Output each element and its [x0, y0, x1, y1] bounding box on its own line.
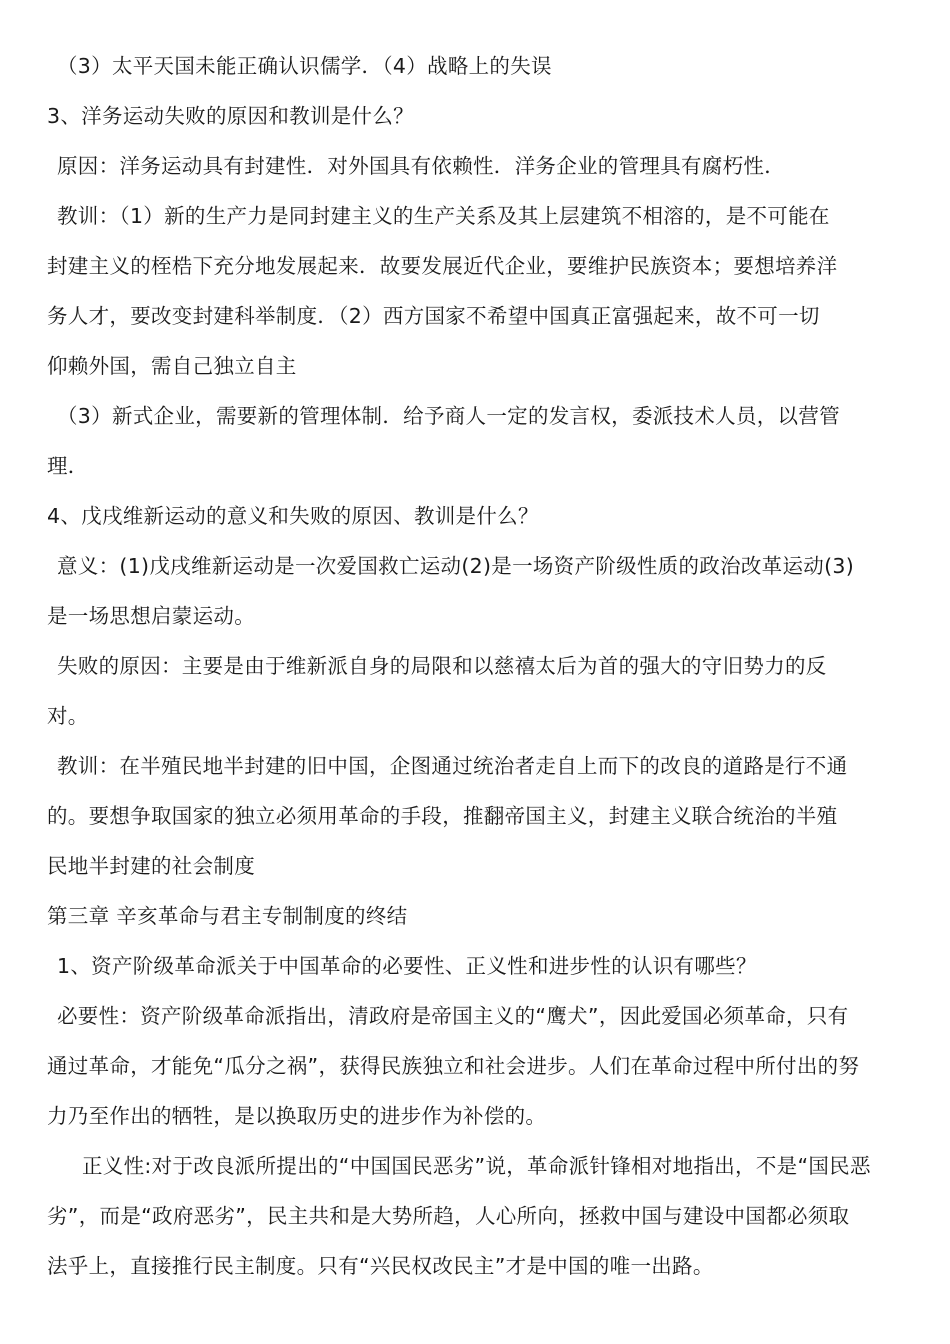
text-line: 原因：洋务运动具有封建性．对外国具有依赖性．洋务企业的管理具有腐朽性． [57, 154, 785, 178]
text-line: 的。要想争取国家的独立必须用革命的手段，推翻帝国主义，封建主义联合统治的半殖 [47, 804, 838, 828]
text-line: 法乎上，直接推行民主制度。只有“兴民权改民主”才是中国的唯一出路。 [47, 1254, 714, 1278]
question-heading: 1、资产阶级革命派关于中国革命的必要性、正义性和进步性的认识有哪些？ [57, 954, 757, 978]
text-line: 民地半封建的社会制度 [47, 854, 255, 878]
text-line: 理． [47, 454, 89, 478]
text-line: 力乃至作出的牺牲，是以换取历史的进步作为补偿的。 [47, 1104, 547, 1128]
text-line: （3）太平天国未能正确认识儒学．（4）战略上的失误 [57, 54, 552, 78]
question-heading: 3、洋务运动失败的原因和教训是什么？ [47, 104, 414, 128]
text-line: 封建主义的桎梏下充分地发展起来．故要发展近代企业，要维护民族资本；要想培养洋 [47, 254, 838, 278]
chapter-heading: 第三章 辛亥革命与君主专制制度的终结 [47, 904, 408, 928]
text-line: 务人才，要改变封建科举制度．（2）西方国家不希望中国真正富强起来，故不可一切 [47, 304, 820, 328]
text-line: 通过革命，才能免“瓜分之祸”，获得民族独立和社会进步。人们在革命过程中所付出的努 [47, 1054, 860, 1078]
text-line: 对。 [47, 704, 89, 728]
text-line: 教训：在半殖民地半封建的旧中国，企图通过统治者走自上而下的改良的道路是行不通 [57, 754, 848, 778]
text-line: 正义性:对于改良派所提出的“中国国民恶劣”说，革命派针锋相对地指出，不是“国民恶 [82, 1154, 871, 1178]
text-line: 教训：（1）新的生产力是同封建主义的生产关系及其上层建筑不相溶的，是不可能在 [57, 204, 830, 228]
text-line: 是一场思想启蒙运动。 [47, 604, 255, 628]
text-line: 仰赖外国，需自己独立自主 [47, 354, 297, 378]
question-heading: 4、戊戌维新运动的意义和失败的原因、教训是什么？ [47, 504, 539, 528]
text-line: （3）新式企业，需要新的管理体制．给予商人一定的发言权，委派技术人员，以营管 [57, 404, 840, 428]
text-line: 必要性：资产阶级革命派指出，清政府是帝国主义的“鹰犬”，因此爱国必须革命，只有 [57, 1004, 849, 1028]
text-line: 意义：(1)戊戌维新运动是一次爱国救亡运动(2)是一场资产阶级性质的政治改革运动(3) [57, 554, 855, 578]
text-line: 劣”，而是“政府恶劣”，民主共和是大势所趋，人心所向，拯救中国与建设中国都必须取 [47, 1204, 850, 1228]
text-line: 失败的原因：主要是由于维新派自身的局限和以慈禧太后为首的强大的守旧势力的反 [57, 654, 827, 678]
